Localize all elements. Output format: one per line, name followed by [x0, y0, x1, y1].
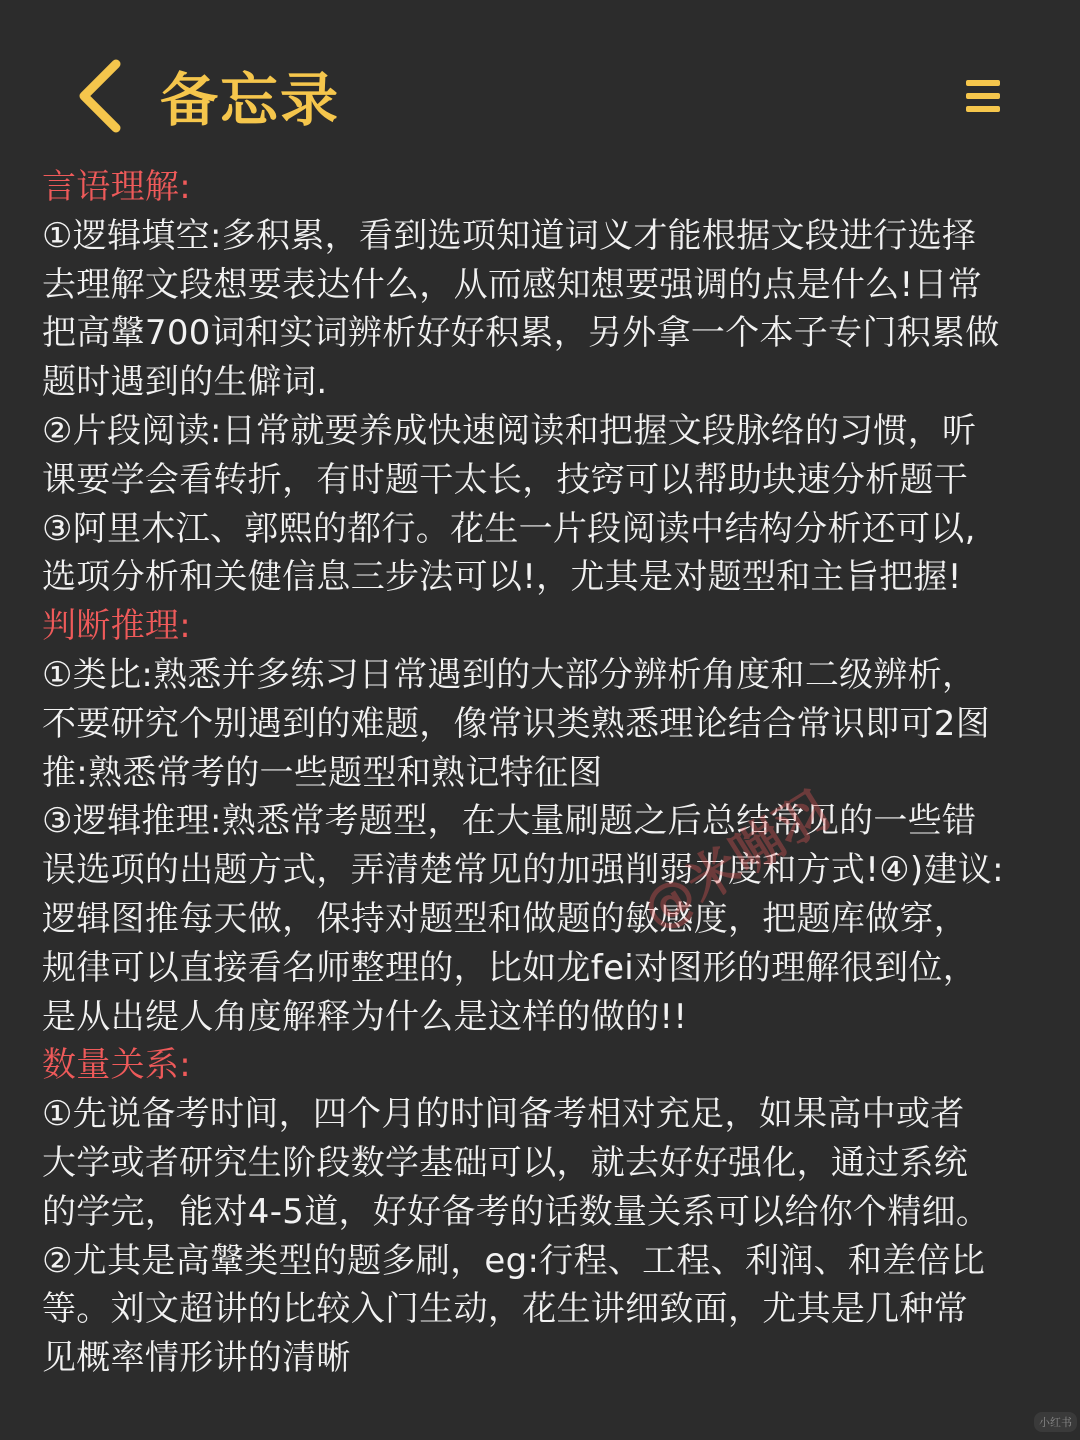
- note-line: 规律可以直接看名师整理的，比如龙fei对图形的理解很到位，: [42, 947, 978, 988]
- note-line: 推:熟悉常考的一些题型和熟记特征图: [42, 752, 603, 793]
- menu-button[interactable]: [958, 80, 1008, 124]
- app-header: [0, 0, 1080, 160]
- note-line: 是从出缇人角度解释为什么是这样的做的!!: [42, 996, 688, 1037]
- note-line: 不要研究个别遇到的难题，像常识类熟悉理论结合常识即可2图: [42, 703, 991, 744]
- note-line: 逻辑图推每天做，保持对题型和做题的敏感度，把题库做穿，: [42, 898, 969, 939]
- note-line: 误选项的出题方式，弄清楚常见的加强削弱力度和方式!④)建议:: [42, 850, 1004, 891]
- menu-icon-bar: [966, 93, 1000, 99]
- note-line: 把高鞶700词和实词辨析好好积累，另外拿一个本子专门积累做: [42, 313, 1000, 354]
- section-heading-verbal: 言语理解:: [42, 167, 191, 207]
- note-line: 题时遇到的生僻词.: [42, 362, 328, 403]
- section-heading-quantitative: 数量关系:: [42, 1045, 191, 1086]
- menu-icon-bar: [966, 106, 1000, 112]
- note-line: 等。刘文超讲的比较入门生动，花生讲细致面，尤其是几种常: [42, 1289, 969, 1330]
- page-title: 备忘录: [160, 66, 341, 134]
- note-line: 的学完，能对4-5道，好好备考的话数量关系可以给你个精细。: [42, 1191, 991, 1232]
- note-line: ②尤其是高鞶类型的题多刷，eg:行程、工程、利润、和差倍比: [42, 1240, 986, 1281]
- chevron-left-icon: [70, 56, 130, 136]
- menu-icon: [966, 80, 1000, 86]
- note-line: ②片段阅读:日常就要养成快速阅读和把握文段脉络的习惯，听: [42, 410, 977, 451]
- note-line: 大学或者研究生阶段数学基础可以，就去好好强化，通过系统: [42, 1142, 969, 1183]
- note-line: ①类比:熟悉并多练习日常遇到的大部分辨析角度和二级辨析，: [42, 654, 977, 695]
- note-line: ①先说备考时间，四个月的时间备考相对充足，如果高中或者: [42, 1094, 965, 1135]
- note-line: ③逻辑推理:熟悉常考题型，在大量刷题之后总结常见的一些错: [42, 801, 977, 842]
- note-line: 去理解文段想要表达什么，从而感知想要强调的点是什么!日常: [42, 264, 983, 305]
- note-line: 选项分析和关健信息三步法可以!，尤其是对题型和主旨把握!: [42, 557, 962, 598]
- watermark: @米嘣羽: [631, 780, 841, 942]
- note-line: ①逻辑填空:多积累，看到选项知道词义才能根据文段进行选择: [42, 215, 977, 256]
- section-heading-reasoning: 判断推理:: [42, 606, 191, 647]
- note-body[interactable]: [42, 163, 1042, 1383]
- note-line: 课要学会看转折，有时题干太长，技窍可以帮助块速分析题干: [42, 459, 969, 500]
- note-line: ③阿里木江、郭熙的都行。花生一片段阅读中结构分析还可以,: [42, 508, 976, 549]
- note-line: 见概率情形讲的清晰: [42, 1338, 351, 1379]
- back-button[interactable]: [70, 56, 140, 146]
- corner-watermark: 小红书: [1034, 1412, 1077, 1432]
